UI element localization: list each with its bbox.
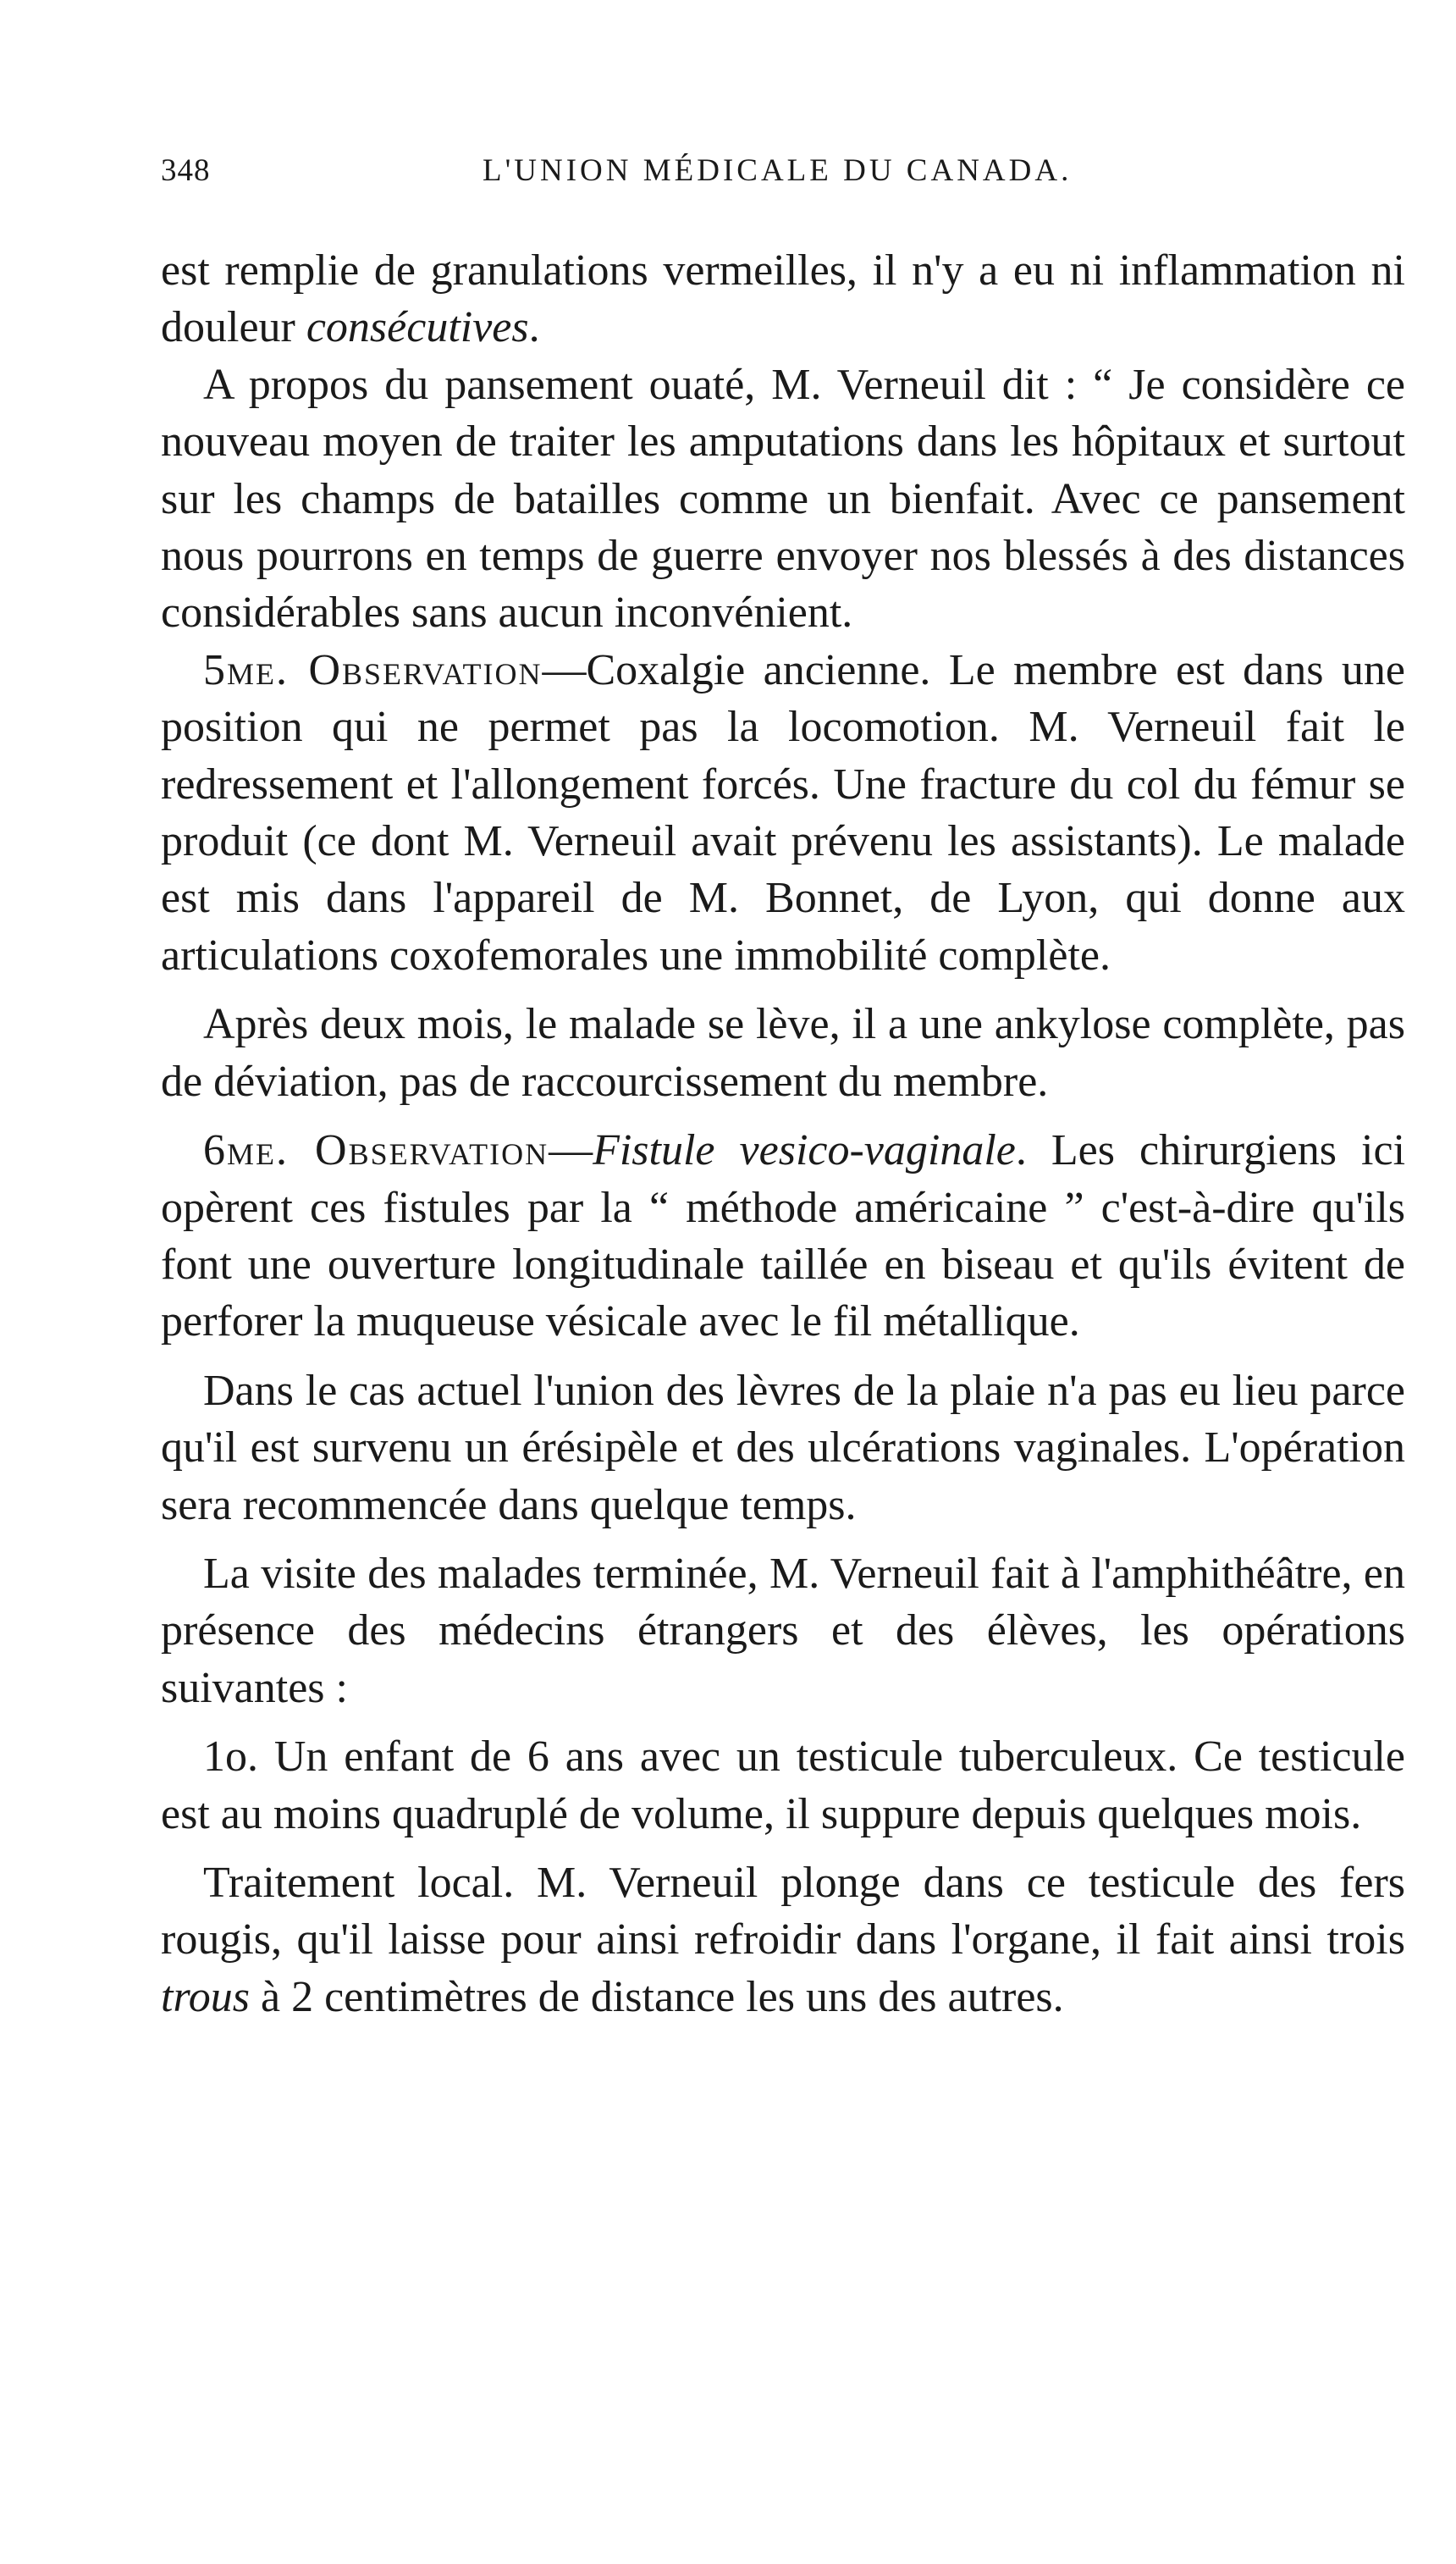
text-run: Après deux mois, le malade se lève, il a une ankylose complète, pas de déviation, pas de raccourcissement du membre. xyxy=(161,1000,1405,1106)
paragraph xyxy=(161,1728,1405,1843)
text-run: —Coxalgie ancienne. Le membre est dans une position qui ne permet pas la locomotion. M. Verneuil fait le redressement et l'allongement forcés. Une fracture du col du fémur se produit (ce dont M. Verneuil avait prévenu les assistants). Le malade est mis dans l'appareil de M. Bonnet, de Lyon, qui donne aux articulations coxofemorales une immobilité complète. xyxy=(161,645,1405,980)
text-run: Traitement local. M. Verneuil plonge dans ce testicule des fers rougis, qu'il laisse pour ainsi refroidir dans l'organe, il fait ainsi trois xyxy=(161,1858,1405,1964)
italic-run: consécutives xyxy=(306,303,529,352)
page-header xyxy=(161,152,1405,220)
paragraph xyxy=(161,1545,1405,1716)
paragraph xyxy=(161,642,1405,984)
text-run: — xyxy=(549,1126,593,1175)
italic-run: Fistule vesico-vaginale xyxy=(593,1126,1016,1175)
paragraph xyxy=(161,356,1405,642)
page xyxy=(161,152,1405,2025)
paragraph xyxy=(161,1854,1405,2025)
paragraph xyxy=(161,242,1405,356)
text-run: La visite des malades terminée, M. Verneuil fait à l'amphithéâtre, en présence des médecins étrangers et des élèves, les opérations suivantes : xyxy=(161,1549,1405,1712)
section-label: 5me. Observation xyxy=(203,645,543,694)
paragraph xyxy=(161,996,1405,1110)
section-label: 6me. Observation xyxy=(203,1126,549,1175)
paragraph xyxy=(161,1362,1405,1533)
italic-run: trous xyxy=(161,1972,250,2021)
text-run: A propos du pansement ouaté, M. Verneuil dit : “ Je considère ce nouveau moyen de traiter les amputations dans les hôpitaux et surtout sur les champs de batailles comme un bienfait. Avec ce pansement nous pourrons en temps de guerre envoyer nos blessés à des distances considérables sans aucun inconvénient. xyxy=(161,360,1405,638)
text-run: 1o. Un enfant de 6 ans avec un testicule tuberculeux. Ce testicule est au moins quadruplé de volume, il suppure depuis quelques mois. xyxy=(161,1732,1405,1838)
text-run: à 2 centimètres de distance les uns des autres. xyxy=(250,1972,1064,2021)
paragraph xyxy=(161,1122,1405,1351)
text-run: . xyxy=(528,303,540,352)
text-run: Dans le cas actuel l'union des lèvres de la plaie n'a pas eu lieu parce qu'il est survenu un érésipèle et des ulcérations vaginales. L'opération sera recommencée dans quelque temps. xyxy=(161,1366,1405,1529)
body-text xyxy=(161,242,1405,2025)
page-number: 348 xyxy=(161,153,211,188)
running-title: L'UNION MÉDICALE DU CANADA. xyxy=(483,153,1073,188)
text-run: est remplie de granulations vermeilles, il n'y a eu ni inflammation ni douleur xyxy=(161,246,1405,352)
text-run: . Les chirurgiens ici opèrent ces fistules par la “ méthode américaine ” c'est-à-dire qu'ils font une ouverture longitudinale taillée en biseau et qu'ils évitent de perforer la muqueuse vésicale avec le fil métallique. xyxy=(161,1126,1406,1346)
